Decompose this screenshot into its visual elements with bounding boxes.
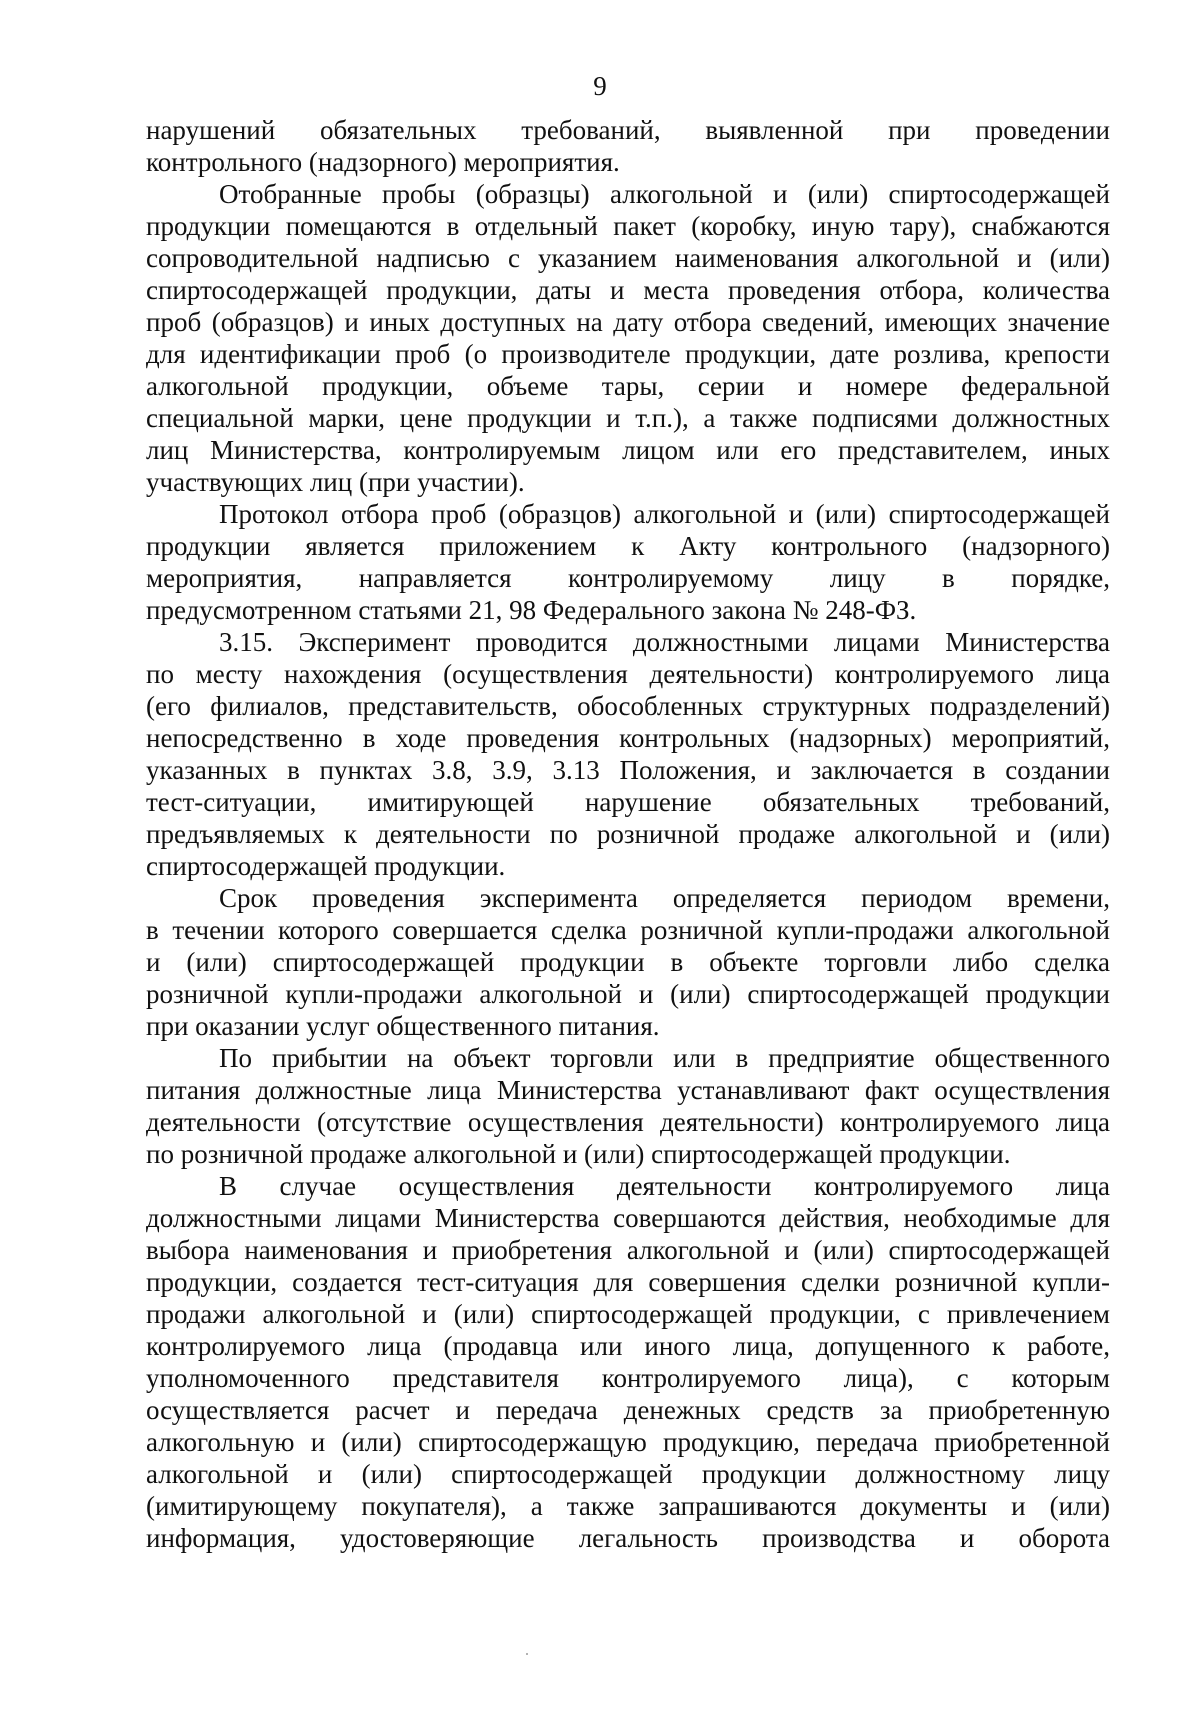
text-line: Срок проведения эксперимента определяется периодом времени, (219, 883, 1110, 913)
text-line: при оказании услуг общественного питания. (146, 1011, 660, 1041)
text-line: указанных в пунктах 3.8, 3.9, 3.13 Положения, и заключается в создании (146, 755, 1110, 785)
text-line: предъявляемых к деятельности по розничной продаже алкогольной и (или) (146, 819, 1110, 849)
text-line: тест-ситуации, имитирующей нарушение обязательных требований, (146, 787, 1110, 817)
text-line: по розничной продаже алкогольной и (или) спиртосодержащей продукции. (146, 1139, 1011, 1169)
text-line: Протокол отбора проб (образцов) алкогольной и (или) спиртосодержащей (219, 499, 1110, 529)
text-line: предусмотренном статьями 21, 98 Федерального закона № 248-ФЗ. (146, 595, 917, 625)
text-line: продукции помещаются в отдельный пакет (коробку, иную тару), снабжаются (146, 211, 1110, 241)
text-line: В случае осуществления деятельности контролируемого лица (219, 1171, 1110, 1201)
text-line: должностными лицами Министерства совершаются действия, необходимые для (146, 1203, 1110, 1233)
page-number: 9 (593, 71, 607, 101)
text-line: деятельности (отсутствие осуществления деятельности) контролируемого лица (146, 1107, 1110, 1137)
text-line: контролируемого лица (продавца или иного лица, допущенного к работе, (146, 1331, 1110, 1361)
text-line: (его филиалов, представительств, обособленных структурных подразделений) (146, 691, 1110, 721)
text-line: розничной купли-продажи алкогольной и (или) спиртосодержащей продукции (146, 979, 1110, 1009)
text-line: питания должностные лица Министерства устанавливают факт осуществления (146, 1075, 1110, 1105)
text-line: лиц Министерства, контролируемым лицом или его представителем, иных (146, 435, 1110, 465)
text-line: мероприятия, направляется контролируемому лицу в порядке, (146, 563, 1110, 593)
text-line: специальной марки, цене продукции и т.п.), а также подписями должностных (146, 403, 1110, 433)
text-line: Отобранные пробы (образцы) алкогольной и (или) спиртосодержащей (219, 179, 1110, 209)
text-line: участвующих лиц (при участии). (146, 467, 525, 497)
text-line: для идентификации проб (о производителе продукции, дате розлива, крепости (146, 339, 1110, 369)
text-line: 3.15. Эксперимент проводится должностными лицами Министерства (219, 627, 1110, 657)
text-line: и (или) спиртосодержащей продукции в объекте торговли либо сделка (146, 947, 1110, 977)
text-line: спиртосодержащей продукции, даты и места проведения отбора, количества (146, 275, 1110, 305)
text-line: по месту нахождения (осуществления деятельности) контролируемого лица (146, 659, 1110, 689)
text-line: алкогольную и (или) спиртосодержащую продукцию, передача приобретенной (146, 1427, 1110, 1457)
scan-speck (526, 1653, 528, 1655)
text-line: осуществляется расчет и передача денежных средств за приобретенную (146, 1395, 1110, 1425)
text-line: проб (образцов) и иных доступных на дату отбора сведений, имеющих значение (146, 307, 1110, 337)
text-line: уполномоченного представителя контролируемого лица), с которым (146, 1363, 1110, 1393)
text-line: продукции является приложением к Акту контрольного (надзорного) (146, 531, 1110, 561)
text-line: информация, удостоверяющие легальность производства и оборота (146, 1523, 1110, 1553)
text-line: нарушений обязательных требований, выявленной при проведении (146, 115, 1110, 145)
document-body (146, 114, 1110, 1554)
text-line: контрольного (надзорного) мероприятия. (146, 147, 620, 177)
text-line: алкогольной и (или) спиртосодержащей продукции должностному лицу (146, 1459, 1110, 1489)
text-line: продукции, создается тест-ситуация для совершения сделки розничной купли- (146, 1267, 1110, 1297)
text-line: алкогольной продукции, объеме тары, серии и номере федеральной (146, 371, 1110, 401)
text-line: непосредственно в ходе проведения контрольных (надзорных) мероприятий, (146, 723, 1110, 753)
text-line: спиртосодержащей продукции. (146, 851, 506, 881)
text-line: продажи алкогольной и (или) спиртосодержащей продукции, с привлечением (146, 1299, 1110, 1329)
text-line: По прибытии на объект торговли или в предприятие общественного (219, 1043, 1110, 1073)
text-line: сопроводительной надписью с указанием наименования алкогольной и (или) (146, 243, 1110, 273)
text-line: (имитирующему покупателя), а также запрашиваются документы и (или) (146, 1491, 1110, 1521)
text-line: выбора наименования и приобретения алкогольной и (или) спиртосодержащей (146, 1235, 1110, 1265)
text-line: в течении которого совершается сделка розничной купли-продажи алкогольной (146, 915, 1110, 945)
